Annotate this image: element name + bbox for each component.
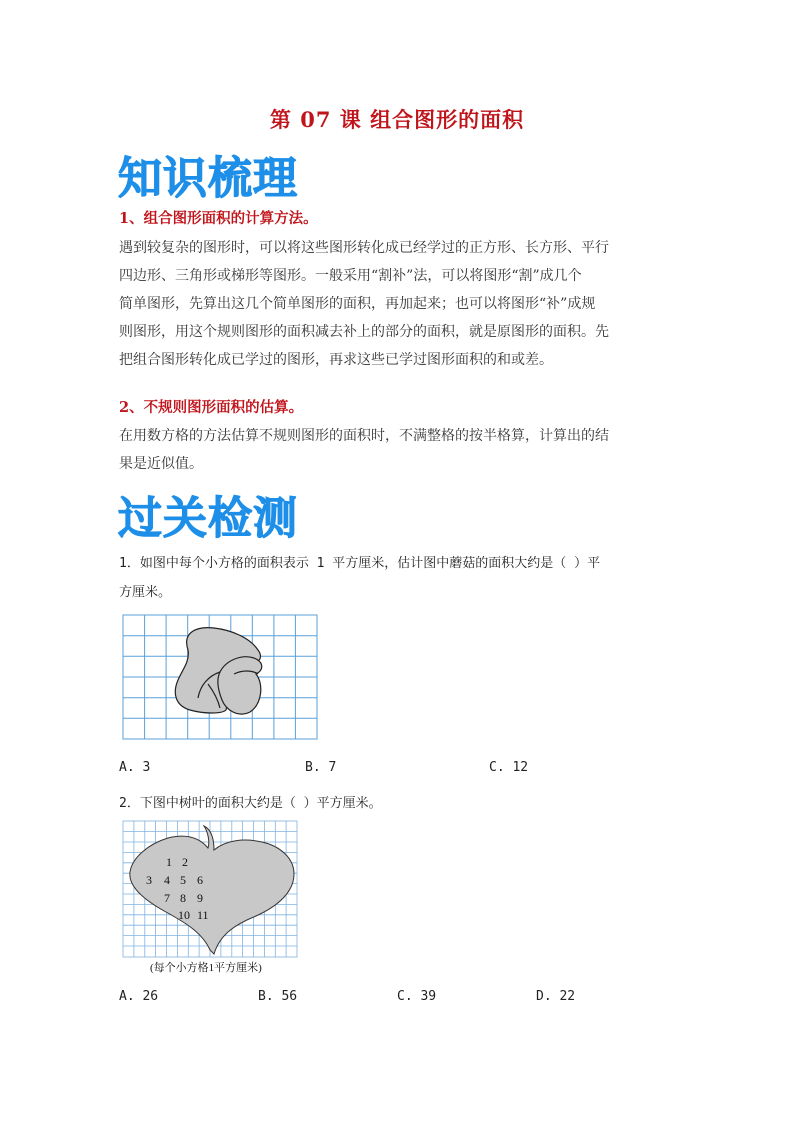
test-banner: 过关检测: [118, 493, 298, 544]
question-2-option-d[interactable]: D. 22: [536, 989, 576, 1004]
leaf-number: 11: [197, 908, 209, 922]
question-2-option-b[interactable]: B. 56: [258, 989, 298, 1004]
paragraph-line: 果是近似值。: [119, 456, 203, 472]
leaf-number: 6: [197, 873, 203, 887]
leaf-shape: [130, 826, 294, 954]
paragraph-line: 在用数方格的方法估算不规则图形的面积时，不满整格的按半格算，计算出的结: [119, 428, 609, 444]
leaf-number: 7: [164, 891, 170, 905]
paragraph-line: 把组合图形转化成已学过的图形，再求这些已学过图形面积的和或差。: [119, 352, 553, 368]
leaf-number: 8: [180, 891, 186, 905]
leaf-figure-caption: (每个小方格1平方厘米): [150, 962, 262, 974]
question-1-text-cont: 方厘米。: [119, 585, 172, 600]
paragraph-line: 四边形、三角形或梯形等图形。一般采用“割补”法，可以将图形“割”成几个: [119, 268, 582, 284]
question-2-option-c[interactable]: C. 39: [397, 989, 437, 1004]
section-heading-1: 1、组合图形面积的计算方法。: [119, 210, 318, 227]
knowledge-banner: 知识梳理: [118, 153, 298, 204]
paragraph-line: 遇到较复杂的图形时，可以将这些图形转化成已经学过的正方形、长方形、平行: [119, 240, 609, 256]
question-2-option-a[interactable]: A. 26: [119, 989, 159, 1004]
question-1-option-a[interactable]: A. 3: [119, 760, 151, 775]
leaf-number: 5: [180, 873, 186, 887]
paragraph-line: 则图形，用这个规则图形的面积减去补上的部分的面积，就是原图形的面积。先: [119, 324, 609, 340]
leaf-number: 9: [197, 891, 203, 905]
question-1-option-b[interactable]: B. 7: [305, 760, 337, 775]
question-2-text: 2．下图中树叶的面积大约是（ ）平方厘米。: [119, 796, 382, 811]
leaf-number: 10: [178, 908, 190, 922]
question-1-option-c[interactable]: C. 12: [489, 760, 529, 775]
leaf-grid-figure: [122, 820, 302, 980]
section-heading-2: 2、不规则图形面积的估算。: [119, 399, 304, 416]
leaf-number: 2: [182, 855, 188, 869]
leaf-number: 1: [166, 855, 172, 869]
page-title: 第 07 课 组合图形的面积: [269, 107, 525, 132]
leaf-number: 3: [146, 873, 152, 887]
mushroom-shape: [175, 628, 261, 714]
paragraph-line: 简单图形，先算出这几个简单图形的面积，再加起来；也可以将图形“补”成规: [119, 296, 596, 312]
question-1-text: 1．如图中每个小方格的面积表示 1 平方厘米，估计图中蘑菇的面积大约是（ ）平: [119, 556, 601, 571]
section-paragraph-1: [119, 234, 679, 374]
leaf-number: 4: [164, 873, 170, 887]
section-paragraph-2: [119, 422, 679, 478]
mushroom-grid-figure: [122, 614, 320, 742]
